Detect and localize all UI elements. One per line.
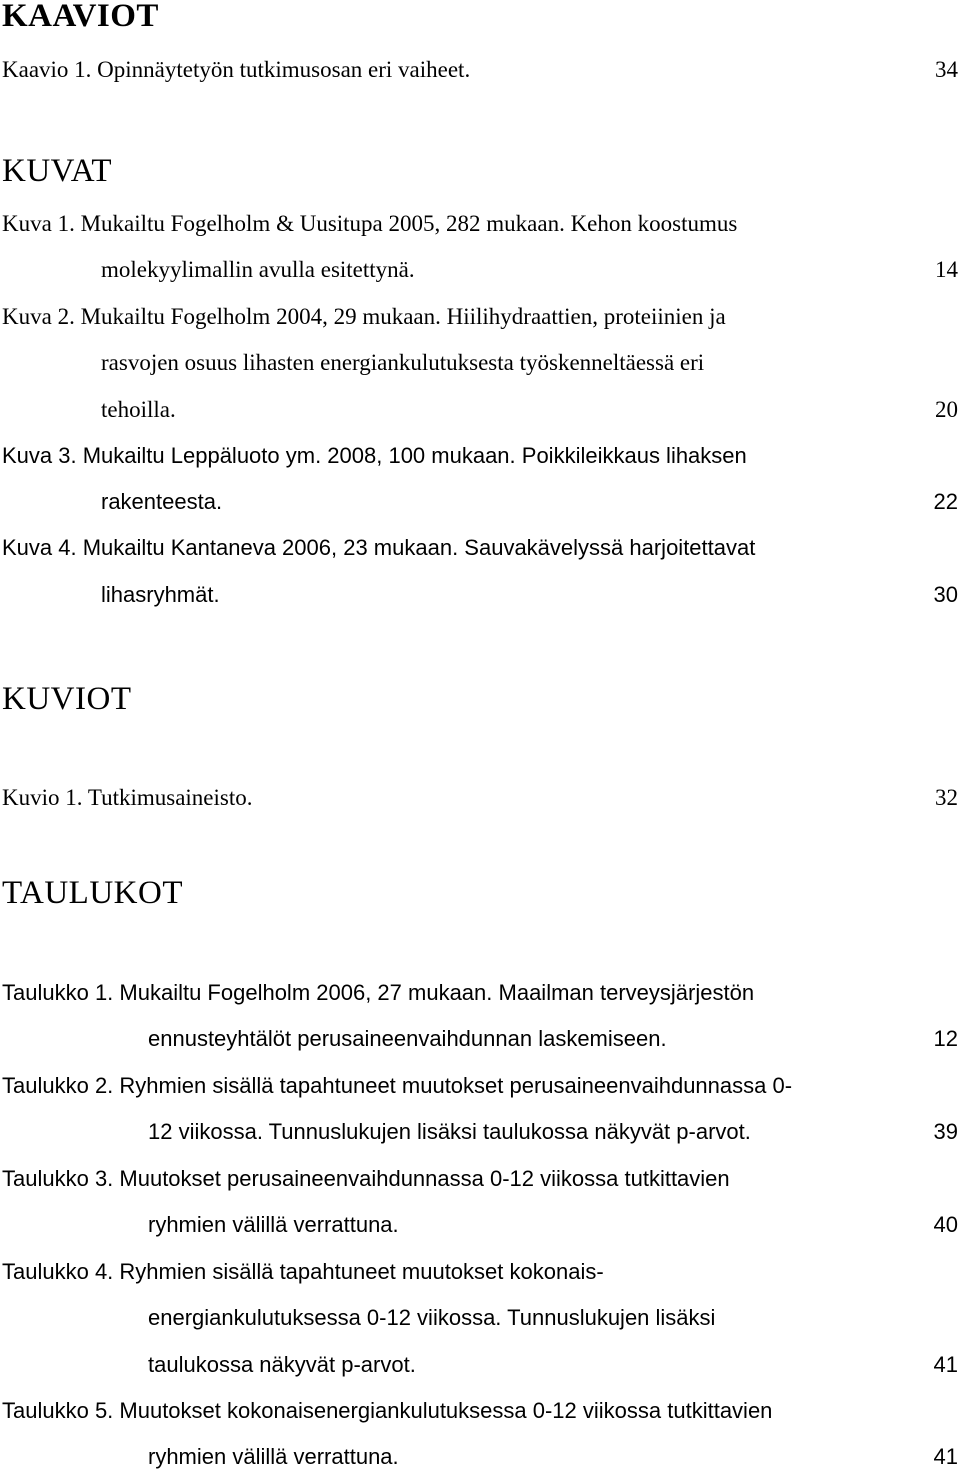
taulukko-5-line-2: ryhmien välillä verrattuna. xyxy=(148,1444,399,1469)
kuva-2-page: 20 xyxy=(935,397,958,422)
kuva-4-line-1: Kuva 4. Mukailtu Kantaneva 2006, 23 mukaan. Sauvakävelyssä harjoitettavat xyxy=(2,535,756,560)
kuvio-1-page: 32 xyxy=(935,785,958,810)
taulukko-4-line-2: energiankulutuksessa 0-12 viikossa. Tunnuslukujen lisäksi xyxy=(148,1305,716,1330)
taulukko-1-line-2: ennusteyhtälöt perusaineenvaihdunnan laskemiseen. xyxy=(148,1026,667,1051)
kuva-3-line-2: rakenteesta. xyxy=(101,489,223,514)
kaavio-1-page: 34 xyxy=(935,57,958,82)
taulukko-4-line-1: Taulukko 4. Ryhmien sisällä tapahtuneet muutokset kokonais- xyxy=(2,1259,604,1284)
taulukko-2-line-1: Taulukko 2. Ryhmien sisällä tapahtuneet muutokset perusaineenvaihdunnassa 0- xyxy=(2,1073,793,1098)
taulukko-3-page: 40 xyxy=(933,1212,958,1237)
taulukko-1-line-1: Taulukko 1. Mukailtu Fogelholm 2006, 27 mukaan. Maailman terveysjärjestön xyxy=(2,980,755,1005)
section-heading-kaaviot: KAAVIOT xyxy=(2,0,159,34)
kuva-4-line-2: lihasryhmät. xyxy=(101,582,220,607)
taulukko-2-line-2: 12 viikossa. Tunnuslukujen lisäksi taulukossa näkyvät p-arvot. xyxy=(148,1119,751,1144)
kuva-1-page: 14 xyxy=(935,257,958,282)
taulukko-4-page: 41 xyxy=(933,1352,958,1377)
kuva-1-line-2: molekyylimallin avulla esitettynä. xyxy=(101,257,415,282)
taulukko-5-page: 41 xyxy=(933,1444,958,1469)
taulukko-3-line-2: ryhmien välillä verrattuna. xyxy=(148,1212,399,1237)
taulukko-4-line-3: taulukossa näkyvät p-arvot. xyxy=(148,1352,416,1377)
taulukko-5-line-1: Taulukko 5. Muutokset kokonaisenergiankulutuksessa 0-12 viikossa tutkittavien xyxy=(2,1398,773,1423)
section-heading-kuvat: KUVAT xyxy=(2,153,113,189)
kuva-2-line-1: Kuva 2. Mukailtu Fogelholm 2004, 29 mukaan. Hiilihydraattien, proteiinien ja xyxy=(2,304,726,329)
section-heading-taulukot: TAULUKOT xyxy=(2,875,183,911)
kuvio-1-line-1: Kuvio 1. Tutkimusaineisto. xyxy=(2,785,253,810)
kuva-3-page: 22 xyxy=(933,489,958,514)
kuva-1-line-1: Kuva 1. Mukailtu Fogelholm & Uusitupa 2005, 282 mukaan. Kehon koostumus xyxy=(2,211,738,236)
kuva-2-line-3: tehoilla. xyxy=(101,397,176,422)
kaavio-1-line-1: Kaavio 1. Opinnäytetyön tutkimusosan eri vaiheet. xyxy=(2,57,471,82)
section-heading-kuviot: KUVIOT xyxy=(2,681,132,717)
taulukko-3-line-1: Taulukko 3. Muutokset perusaineenvaihdunnassa 0-12 viikossa tutkittavien xyxy=(2,1166,730,1191)
taulukko-2-page: 39 xyxy=(933,1119,958,1144)
kuva-4-page: 30 xyxy=(933,582,958,607)
taulukko-1-page: 12 xyxy=(933,1026,958,1051)
kuva-3-line-1: Kuva 3. Mukailtu Leppäluoto ym. 2008, 100 mukaan. Poikkileikkaus lihaksen xyxy=(2,443,747,468)
kuva-2-line-2: rasvojen osuus lihasten energiankulutuksesta työskenneltäessä eri xyxy=(101,350,705,375)
